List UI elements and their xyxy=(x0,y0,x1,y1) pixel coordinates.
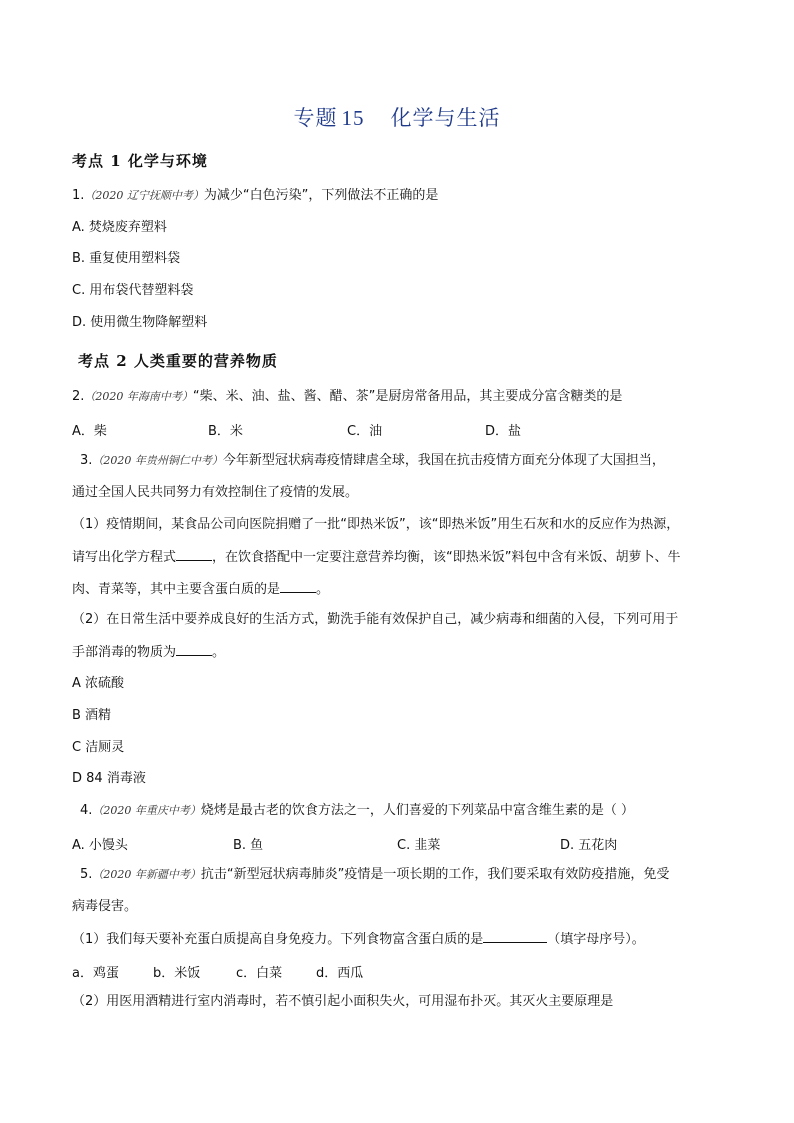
q4-option-a: A. 小馒头 xyxy=(72,838,128,853)
q3-option-b: B 酒精 xyxy=(72,708,112,723)
question-3-stem xyxy=(80,452,665,470)
question-1-stem xyxy=(72,187,438,205)
question-4-stem xyxy=(80,802,634,820)
question-number: 3. xyxy=(80,453,93,468)
title-subject: 化学与生活 xyxy=(390,106,501,130)
question-source: （2020 年新疆中考） xyxy=(92,868,201,881)
q1-option-b: B. 重复使用塑料袋 xyxy=(72,251,181,266)
q2-option-d: D．盐 xyxy=(485,424,522,439)
q5-option-b: b．米饭 xyxy=(153,966,201,981)
q5-part2: （2）用医用酒精进行室内消毒时，若不慎引起小面积失火，可用湿布扑灭。其灭火主要原理是 xyxy=(72,994,614,1009)
question-2-stem xyxy=(72,388,622,406)
question-number: 2. xyxy=(72,389,85,404)
question-text: 抗击“新型冠状病毒肺炎”疫情是一项长期的工作，我们要采取有效防疫措施，免受 xyxy=(200,867,670,882)
question-number: 1. xyxy=(72,188,85,203)
answer-blank[interactable] xyxy=(483,930,547,943)
q5-option-a: a．鸡蛋 xyxy=(72,966,119,981)
question-source: （2020 年重庆中考） xyxy=(92,804,201,817)
q1-option-c: C. 用布袋代替塑料袋 xyxy=(72,283,194,298)
question-text: 今年新型冠状病毒疫情肆虐全球，我国在抗击疫情方面充分体现了大国担当， xyxy=(222,453,665,468)
section-heading-1: 考点 1 化学与环境 xyxy=(72,152,208,170)
answer-blank[interactable] xyxy=(176,643,212,656)
q4-option-b: B. 鱼 xyxy=(233,838,264,853)
q3-part1-line2 xyxy=(72,548,681,567)
question-5-stem-cont: 病毒侵害。 xyxy=(72,899,138,914)
q1-option-a: A. 焚烧废弃塑料 xyxy=(72,220,167,235)
question-number: 5. xyxy=(80,867,93,882)
q5-part1 xyxy=(72,930,645,949)
q2-option-a: A．柴 xyxy=(72,424,107,439)
q3-part1-text-cont: ，在饮食搭配中一定要注意营养均衡，该“即热米饭”料包中含有米饭、胡萝卜、牛 xyxy=(212,550,681,565)
q2-option-b: B．米 xyxy=(208,424,243,439)
q5-option-d: d．西瓜 xyxy=(316,966,364,981)
q1-option-d: D. 使用微生物降解塑料 xyxy=(72,315,208,330)
question-text: “柴、米、油、盐、酱、醋、茶”是厨房常备用品，其主要成分富含糖类的是 xyxy=(192,389,623,404)
q4-option-c: C. 韭菜 xyxy=(397,838,441,853)
page-title xyxy=(0,102,794,132)
answer-blank[interactable] xyxy=(176,548,212,561)
q3-part2-text-end: 。 xyxy=(212,645,226,660)
q2-option-c: C．油 xyxy=(347,424,383,439)
q3-part1-line1: （1）疫情期间，某食品公司向医院捐赠了一批“即热米饭”，该“即热米饭”用生石灰和水的反应作为热源， xyxy=(72,517,680,532)
question-source: （2020 年贵州铜仁中考） xyxy=(92,454,223,467)
question-number: 4. xyxy=(80,803,93,818)
q3-part2-line1: （2）在日常生活中要养成良好的生活方式，勤洗手能有效保护自己，减少病毒和细菌的入侵，下列可用于 xyxy=(72,612,679,627)
q4-option-d: D. 五花肉 xyxy=(560,838,618,853)
q3-part1-text: 请写出化学方程式 xyxy=(72,550,177,565)
section-heading-2: 考点 2 人类重要的营养物质 xyxy=(78,352,278,370)
q3-option-a: A 浓硫酸 xyxy=(72,676,125,691)
question-text: 为减少“白色污染”，下列做法不正确的是 xyxy=(203,188,439,203)
question-source: （2020 年海南中考） xyxy=(84,390,193,403)
q3-part1-text-end: 。 xyxy=(316,582,330,597)
q5-option-c: c．白菜 xyxy=(236,966,283,981)
question-source: （2020 辽宁抚顺中考） xyxy=(84,189,204,202)
question-3-stem-cont: 通过全国人民共同努力有效控制住了疫情的发展。 xyxy=(72,485,359,500)
question-text: 烧烤是最古老的饮食方法之一，人们喜爱的下列菜品中富含维生素的是（ ） xyxy=(200,803,635,818)
title-number: 15 xyxy=(341,106,365,130)
q3-option-d: D 84 消毒液 xyxy=(72,771,146,786)
q3-part1-text: 肉、青菜等，其中主要含蛋白质的是 xyxy=(72,582,281,597)
answer-blank[interactable] xyxy=(280,580,316,593)
q3-part1-line3 xyxy=(72,580,329,599)
q5-part1-text-end: （填字母序号）。 xyxy=(547,932,645,947)
q3-part2-text: 手部消毒的物质为 xyxy=(72,645,177,660)
q3-part2-line2 xyxy=(72,643,225,662)
q5-part1-text: （1）我们每天要补充蛋白质提高自身免疫力。下列食物富含蛋白质的是 xyxy=(72,932,484,947)
question-5-stem xyxy=(80,866,669,884)
q3-option-c: C 洁厕灵 xyxy=(72,740,125,755)
title-prefix: 专题 xyxy=(293,106,338,130)
